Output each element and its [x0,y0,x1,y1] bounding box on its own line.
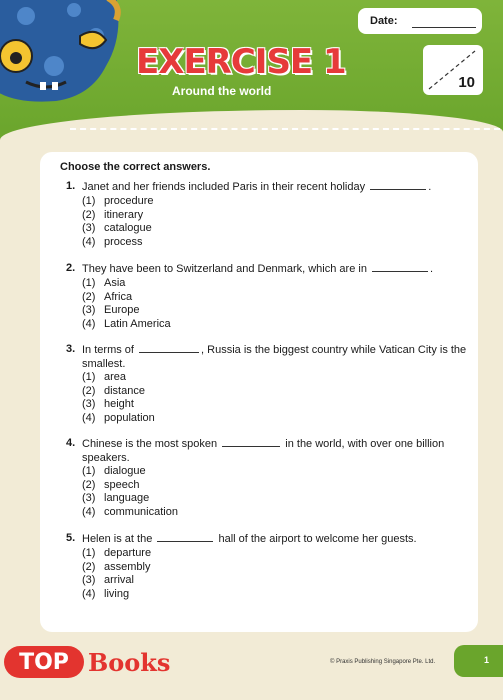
option-item[interactable] [82,291,171,305]
logo-books-text: Books [88,647,171,677]
answer-blank[interactable] [372,262,428,272]
options-list [82,371,155,425]
date-field[interactable] [358,8,482,34]
question-stem-after: . [430,263,434,275]
option-item[interactable] [82,209,154,223]
option-number: (2) [82,478,96,491]
date-input-line[interactable] [412,27,476,28]
option-item[interactable] [82,195,154,209]
option-number: (2) [82,560,96,573]
option-item[interactable] [82,561,151,575]
option-item[interactable] [82,371,155,385]
option-text: itinerary [104,208,144,221]
score-box [423,45,483,95]
monster-mascot-icon [0,0,126,116]
option-item[interactable] [82,277,171,291]
logo-top-badge: TOP [4,646,84,678]
question-stem-before: Janet and her friends included Paris in their recent holiday [82,181,366,193]
page-number: 1 [483,655,489,665]
option-text: Africa [104,290,133,303]
question-text [82,532,482,547]
option-text: area [104,371,127,383]
question-text [82,343,482,371]
answer-blank[interactable] [370,180,426,190]
option-text: speech [104,478,140,491]
header-dashed-divider [70,128,500,130]
options-list [82,465,178,519]
question-stem-before: In terms of [82,344,134,356]
exercise-title: EXERCISE 1 [136,42,346,82]
question-number: 4. [66,437,76,449]
page-number-tab [454,645,503,677]
option-item[interactable] [82,304,171,318]
page-header [0,0,503,140]
option-number: (4) [82,235,96,248]
option-number: (1) [82,277,96,289]
score-total: 10 [458,74,475,91]
option-text: communication [104,505,178,518]
option-item[interactable] [82,506,178,520]
option-number: (4) [82,505,96,518]
option-text: dialogue [104,465,146,477]
option-number: (3) [82,304,96,316]
question-stem-after: . [428,181,432,193]
option-text: arrival [104,574,134,586]
question-stem-before: Chinese is the most spoken [82,438,218,450]
option-number: (2) [82,290,96,303]
option-number: (2) [82,384,96,397]
question-number: 5. [66,532,76,544]
question-stem-after: hall of the airport to welcome her guests. [218,533,417,545]
option-number: (4) [82,317,96,330]
options-list [82,547,151,601]
question-stem-after: , Russia is the biggest country while Vatican City is the smallest. [82,344,467,370]
exercise-subtitle: Around the world [172,84,272,98]
option-number: (1) [82,195,96,207]
option-item[interactable] [82,236,154,250]
question-number: 1. [66,180,76,192]
question-stem-after: in the world, with over one billion speakers. [82,438,445,464]
question-number: 2. [66,262,76,274]
option-item[interactable] [82,547,151,561]
option-text: living [104,587,130,600]
option-text: procedure [104,195,154,207]
option-number: (3) [82,222,96,234]
option-item[interactable] [82,492,178,506]
option-text: Europe [104,304,140,316]
option-item[interactable] [82,479,178,493]
option-number: (1) [82,547,96,559]
question-text [82,180,482,195]
option-item[interactable] [82,398,155,412]
option-number: (1) [82,465,96,477]
instruction-text: Choose the correct answers. [60,161,211,173]
option-number: (4) [82,411,96,424]
question-stem-before: Helen is at the [82,533,153,545]
option-text: Asia [104,277,126,289]
option-number: (2) [82,208,96,221]
option-number: (3) [82,398,96,410]
option-item[interactable] [82,318,171,332]
option-text: Latin America [104,317,171,330]
option-text: distance [104,384,145,397]
option-text: language [104,492,150,504]
option-number: (3) [82,492,96,504]
date-label: Date: [370,15,398,27]
option-item[interactable] [82,588,151,602]
option-text: population [104,411,155,424]
option-text: height [104,398,134,410]
option-item[interactable] [82,574,151,588]
option-number: (4) [82,587,96,600]
answer-blank[interactable] [139,343,199,353]
answer-blank[interactable] [222,437,280,447]
option-text: process [104,235,143,248]
option-item[interactable] [82,412,155,426]
option-text: assembly [104,560,151,573]
option-item[interactable] [82,465,178,479]
answer-blank[interactable] [157,532,213,542]
option-text: catalogue [104,222,152,234]
question-text [82,262,482,277]
options-list [82,195,154,249]
option-text: departure [104,547,152,559]
option-number: (3) [82,574,96,586]
question-number: 3. [66,343,76,355]
copyright-text: © Praxis Publishing Singapore Pte. Ltd. [330,659,436,665]
question-text [82,437,482,465]
option-number: (1) [82,371,96,383]
options-list [82,277,171,331]
topbooks-logo [4,644,170,680]
option-item[interactable] [82,385,155,399]
option-item[interactable] [82,222,154,236]
question-stem-before: They have been to Switzerland and Denmark, which are in [82,263,367,275]
